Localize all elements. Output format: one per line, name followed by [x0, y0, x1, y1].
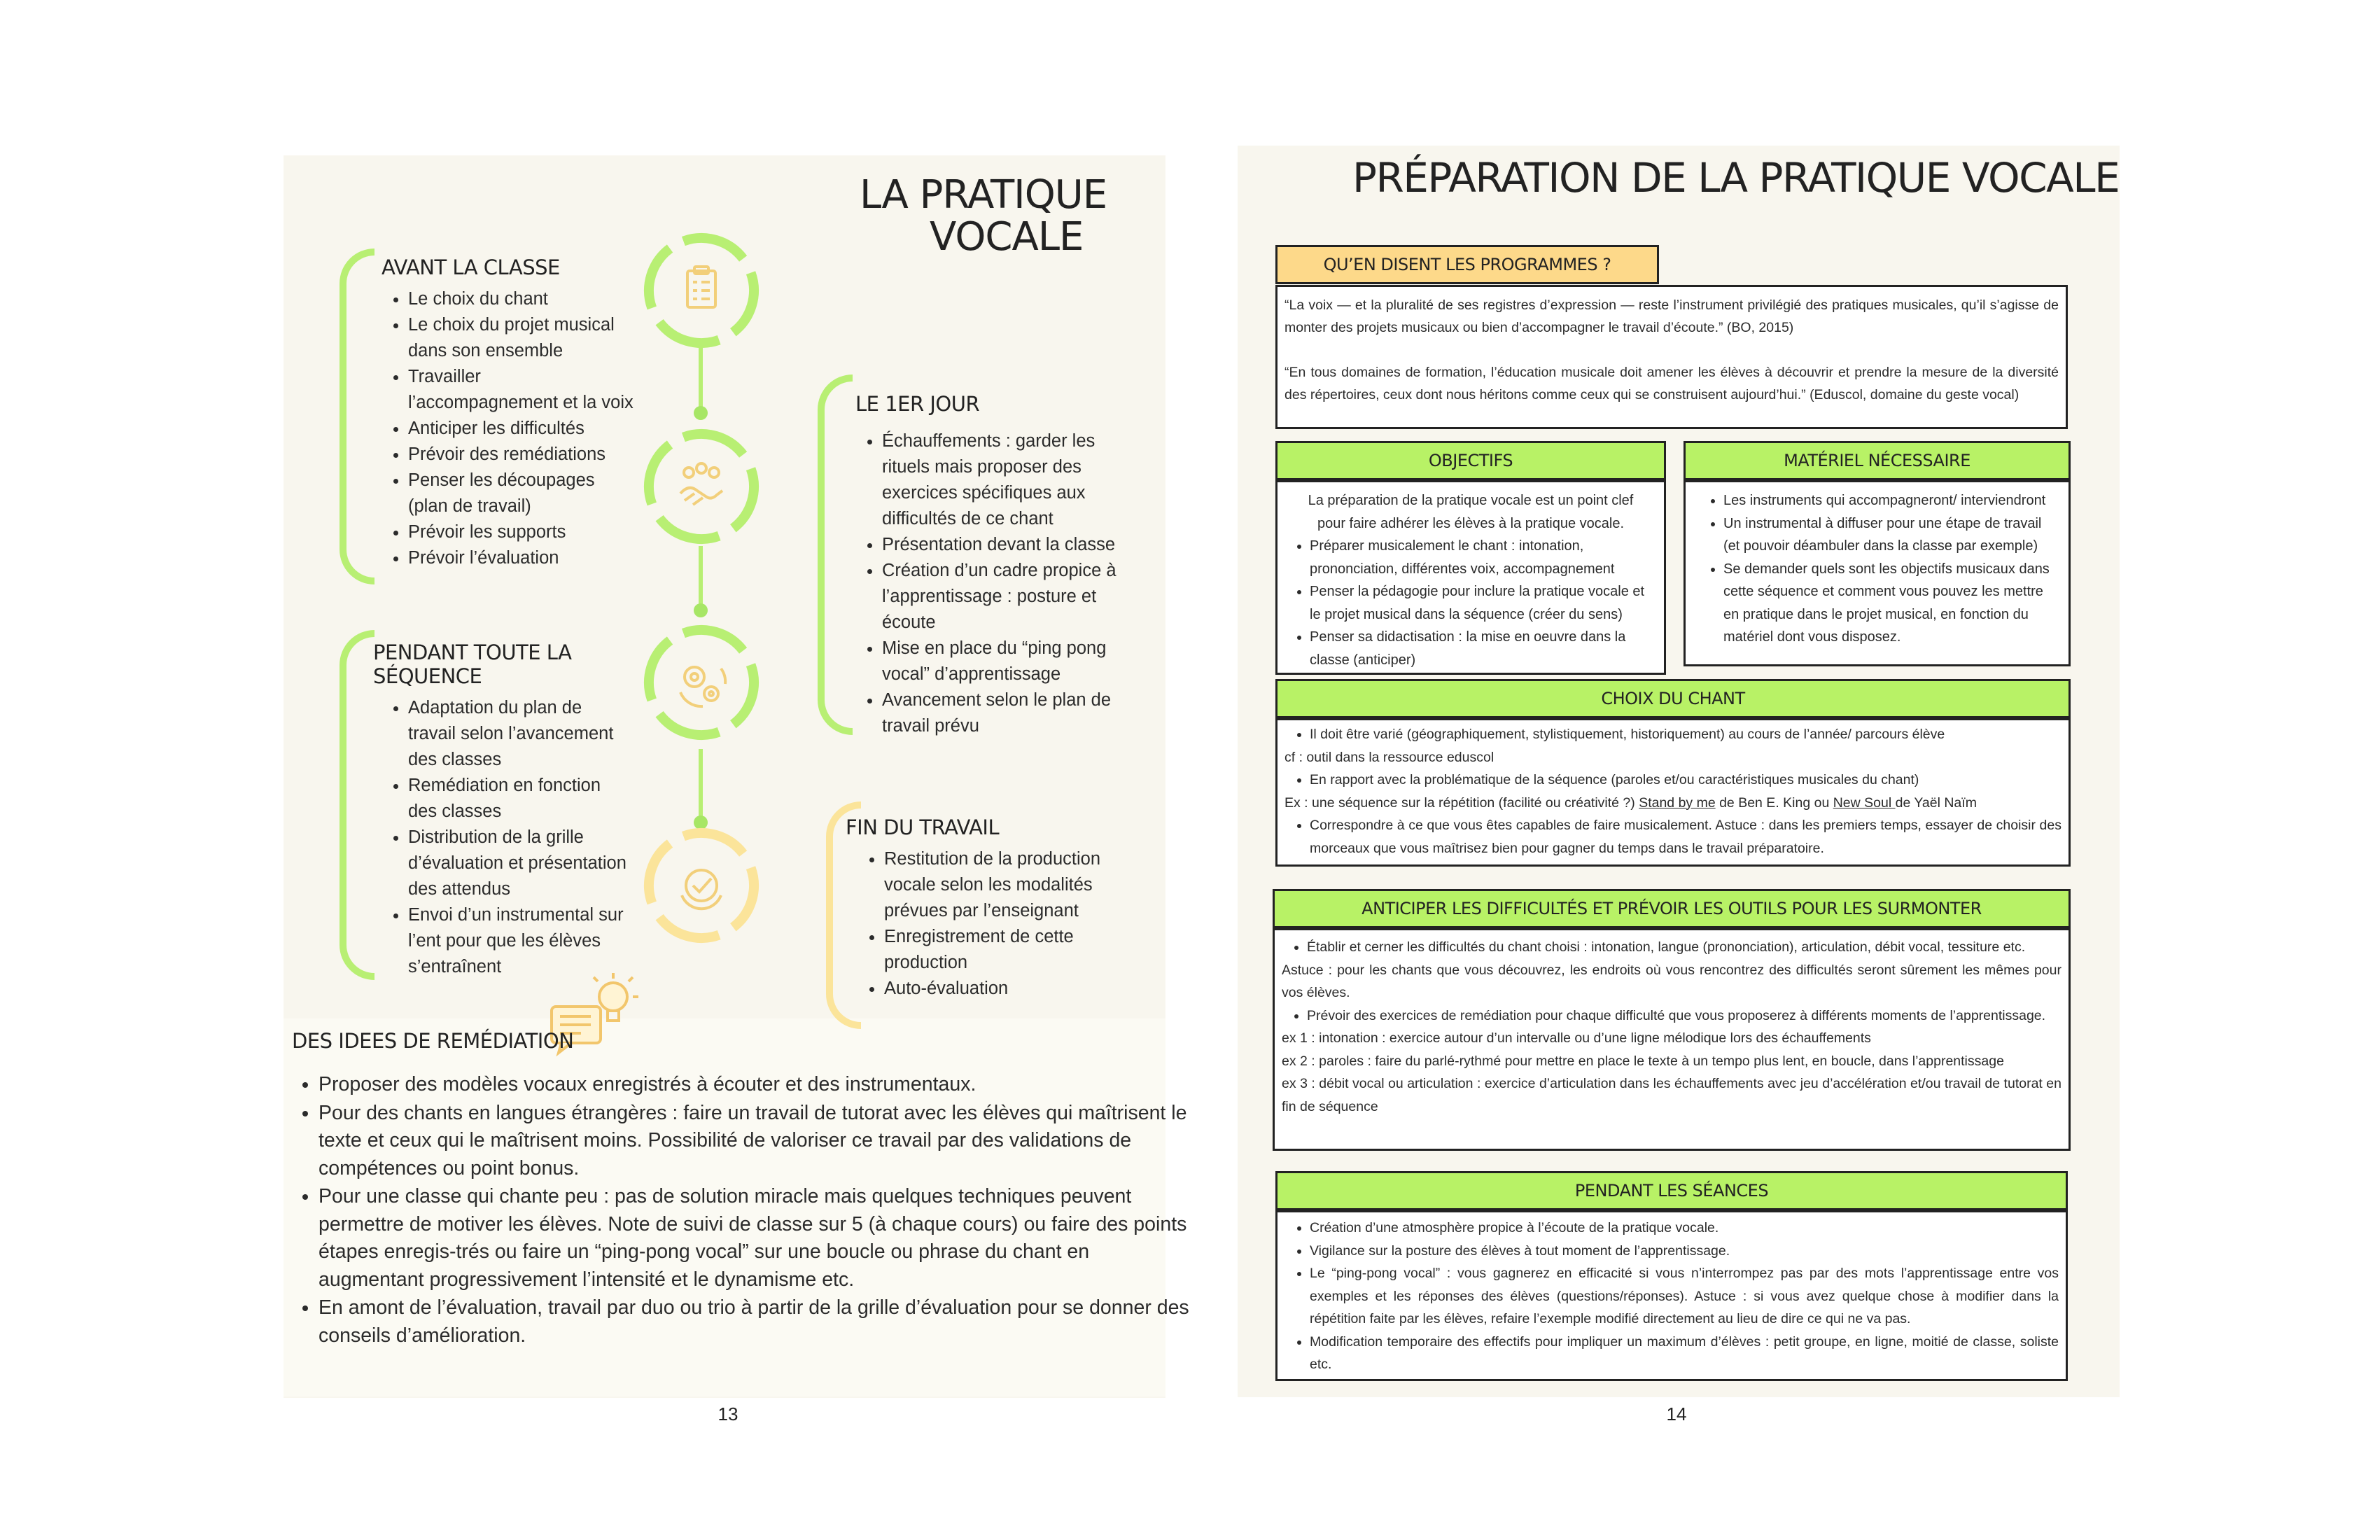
list-item: • En amont de l’évaluation, travail par duo ou trio à partir de la grille d’évaluation pour se donner des conseils d’amélioration. — [318, 1294, 1190, 1350]
list-item: • Penser les découpages (plan de travail) — [408, 468, 634, 519]
section-premier-jour — [855, 392, 1142, 739]
seances-box — [1275, 1210, 2068, 1381]
list-item: • Remédiation en fonction des classes — [408, 773, 632, 825]
page-title-line2: VOCALE — [930, 214, 1084, 260]
choix-example: Ex : une séquence sur la répétition (facilité ou créativité ?) Stand by me de Ben E. King ou New Soul de Yaël Naïm — [1284, 794, 1977, 811]
list-item: • Penser sa didactisation : la mise en oeuvre dans la classe (anticiper) — [1310, 626, 1657, 671]
objectifs-intro: La préparation de la pratique vocale est un point clef pour faire adhérer les élèves à la pratique vocale. — [1308, 493, 1634, 531]
section-heading: PENDANT TOUTE LA SÉQUENCE — [373, 640, 572, 688]
section-pendant-la-sequence — [373, 640, 632, 980]
list-item: • Création d’une atmosphère propice à l’écoute de la pratique vocale. — [1310, 1217, 2059, 1240]
list-item: • Se demander quels sont les objectifs musicaux dans cette séquence et comment vous pouvez les mettre en pratique dans le projet musical, en fonction du matériel dont vous disposez. — [1723, 558, 2062, 649]
list-item: • Le choix du chant — [408, 286, 634, 312]
list-item: • Le “ping-pong vocal” : vous gagnerez en efficacité si vous n’interrompez pas par des mots l’apprentissage entre vos exemples et les réponses des élèves (questions/réponses). Astuce : si vous avez quelque chose à modifier dans la répétition faite par les élèves, refaire l’exemple modifié directement au lieu de dire ce qui ne va pas. — [1310, 1262, 2059, 1331]
anticiper-box — [1273, 928, 2071, 1151]
page-title-line1: LA PRATIQUE — [860, 172, 1107, 218]
timeline-segment-2 — [699, 546, 703, 612]
seances-header: PENDANT LES SÉANCES — [1275, 1171, 2068, 1210]
list-item: • Restitution de la production vocale selon les modalités prévues par l’enseignant — [884, 846, 1126, 924]
list-item: • Distribution de la grille d’évaluation et présentation des attendus — [408, 825, 632, 902]
list-item: • Les instruments qui accompagneront/ interviendront — [1723, 489, 2062, 512]
page-number: 14 — [1666, 1404, 1687, 1424]
list-item: • Prévoir des exercices de remédiation pour chaque difficulté que vous proposerez à différents moments de l’apprentissage. — [1307, 1004, 2062, 1028]
choix-box — [1275, 718, 2071, 867]
anticiper-ex3: ex 3 : débit vocal ou articulation : exercice d’articulation dans les échauffements avec jeu d’accélération et/ou travail de tutorat en fin de séquence — [1282, 1076, 2062, 1114]
programmes-quote-2: “En tous domaines de formation, l’éducation musicale doit amener les élèves à découvrir et prendre la mesure de la diversité des répertoires, ceux dont nous héritons comme ceux qui se construisent aujourd’hui.” (Eduscol, domaine du geste vocal) — [1284, 365, 2059, 402]
list-item: • Envoi d’un instrumental sur l’ent pour que les élèves s’entraînent — [408, 902, 632, 980]
song-new-soul: New Soul — [1833, 794, 1896, 811]
handshake-icon — [680, 463, 722, 505]
anticiper-ex1: ex 1 : intonation : exercice autour d’un intervalle ou d’une ligne mélodique lors des échauffements — [1282, 1030, 1871, 1046]
bracket-pendant — [340, 630, 374, 980]
list-item: • Prévoir l’évaluation — [408, 545, 634, 571]
list-item: • Vigilance sur la posture des élèves à tout moment de l’apprentissage. — [1310, 1240, 2059, 1263]
list-item: • Proposer des modèles vocaux enregistrés à écouter et des instrumentaux. — [318, 1071, 1190, 1099]
objectifs-header: OBJECTIFS — [1275, 441, 1666, 480]
section-fin-du-travail — [846, 816, 1126, 1002]
list-item: • Le choix du projet musical dans son ensemble — [408, 312, 634, 364]
ring-gears — [638, 620, 764, 746]
bracket-avant — [340, 248, 374, 584]
clipboard-icon — [687, 267, 715, 307]
list-item: • Présentation devant la classe — [882, 532, 1142, 558]
list-item: • Prévoir des remédiations — [408, 442, 634, 468]
list-item: • Établir et cerner les difficultés du chant choisi : intonation, langue (prononciation), articulation, débit vocal, tessiture etc. — [1307, 936, 2062, 959]
choix-cf: cf : outil dans la ressource eduscol — [1284, 749, 1494, 765]
list-item: • En rapport avec la problématique de la séquence (paroles et/ou caractéristiques musicales du chant) — [1310, 769, 2062, 792]
remediation-heading: DES IDEES DE REMÉDIATION — [292, 1029, 574, 1053]
programmes-box — [1275, 285, 2068, 429]
list-item: • Préparer musicalement le chant : intonation, prononciation, différentes voix, accompagnement — [1310, 535, 1657, 580]
section-avant-la-classe — [382, 255, 634, 571]
page-number: 13 — [718, 1404, 738, 1424]
list-item: • Pour une classe qui chante peu : pas de solution miracle mais quelques techniques peuvent permettre de motiver les élèves. Note de suivi de classe sur 5 (à chaque cours) ou faire des points étapes enregis-trés ou faire un “ping-pong vocal” sur une boucle ou phrase du chant en augmentant progressivement l’intensité et le dynamisme etc. — [318, 1183, 1190, 1294]
section-heading: AVANT LA CLASSE — [382, 255, 560, 279]
list-item: • Enregistrement de cette production — [884, 924, 1126, 976]
list-item: • Pour des chants en langues étrangères : faire un travail de tutorat avec les élèves qui maîtrisent le texte et ceux qui le maîtrisent moins. Possibilité de valoriser ce travail par des validations de compétences ou point bonus. — [318, 1100, 1190, 1183]
page-title: PRÉPARATION DE LA PRATIQUE VOCALE — [1352, 154, 2120, 202]
anticiper-astuce: Astuce : pour les chants que vous découvrez, les endroits où vous rencontrez des difficultés seront sûrement les mêmes pour vos élèves. — [1282, 962, 2062, 1000]
list-item: • Modification temporaire des effectifs pour impliquer un maximum d’élèves : petit groupe, en ligne, moitié de classe, soliste etc. — [1310, 1331, 2059, 1376]
anticiper-header: ANTICIPER LES DIFFICULTÉS ET PRÉVOIR LES OUTILS POUR LES SURMONTER — [1273, 889, 2071, 928]
ring-handshake — [638, 424, 764, 550]
choix-header: CHOIX DU CHANT — [1275, 679, 2071, 718]
list-item: • Mise en place du “ping pong vocal” d’apprentissage — [882, 636, 1142, 687]
bracket-premier-jour — [818, 374, 853, 735]
list-item: • Il doit être varié (géographiquement, stylistiquement, historiquement) au cours de l’année/ parcours élève — [1310, 723, 2062, 746]
objectifs-box — [1275, 480, 1666, 675]
materiel-header: MATÉRIEL NÉCESSAIRE — [1684, 441, 2071, 480]
list-item: • Auto-évaluation — [884, 976, 1126, 1002]
list-item: • Adaptation du plan de travail selon l’avancement des classes — [408, 695, 632, 773]
list-item: • Travailler l’accompagnement et la voix — [408, 364, 634, 416]
timeline-dot-1 — [694, 406, 708, 420]
ring-checkmark — [638, 822, 764, 948]
list-item: • Un instrumental à diffuser pour une étape de travail (et pouvoir déambuler dans la classe par exemple) — [1723, 512, 2062, 558]
anticiper-ex2: ex 2 : paroles : faire du parlé-rythmé pour mettre en place le texte à un tempo plus lent, en boucle, dans l’apprentissage — [1282, 1053, 2004, 1069]
materiel-box — [1684, 480, 2071, 666]
checkmark-icon — [682, 870, 721, 909]
gears-icon — [680, 667, 725, 706]
list-item: • Correspondre à ce que vous êtes capables de faire musicalement. Astuce : dans les premiers temps, essayer de choisir des morceaux que vous maîtrisez bien pour gagner du temps dans le travail préparatoire. — [1310, 814, 2062, 860]
remediation-list — [290, 1071, 1190, 1350]
section-heading: LE 1ER JOUR — [855, 392, 980, 416]
ring-clipboard — [638, 227, 764, 354]
song-stand-by-me: Stand by me — [1639, 794, 1716, 811]
programmes-quote-1: “La voix — et la pluralité de ses registres d’expression — reste l’instrument privilégié des pratiques musicales, qu’il s’agisse de monter des projets musicaux ou bien d’accompagner le travail d’écoute.” (BO, 2015) — [1284, 298, 2059, 335]
list-item: • Anticiper les difficultés — [408, 416, 634, 442]
list-item: • Avancement selon le plan de travail prévu — [882, 687, 1142, 739]
section-heading: FIN DU TRAVAIL — [846, 816, 1000, 839]
list-item: • Échauffements : garder les rituels mais proposer des exercices spécifiques aux difficultés de ce chant — [882, 428, 1142, 532]
list-item: • Prévoir les supports — [408, 519, 634, 545]
programmes-header: QU’EN DISENT LES PROGRAMMES ? — [1275, 245, 1659, 284]
timeline-dot-2 — [694, 603, 708, 617]
list-item: • Penser la pédagogie pour inclure la pratique vocale et le projet musical dans la séquence (créer du sens) — [1310, 580, 1657, 626]
list-item: • Création d’un cadre propice à l’apprentissage : posture et écoute — [882, 558, 1142, 636]
